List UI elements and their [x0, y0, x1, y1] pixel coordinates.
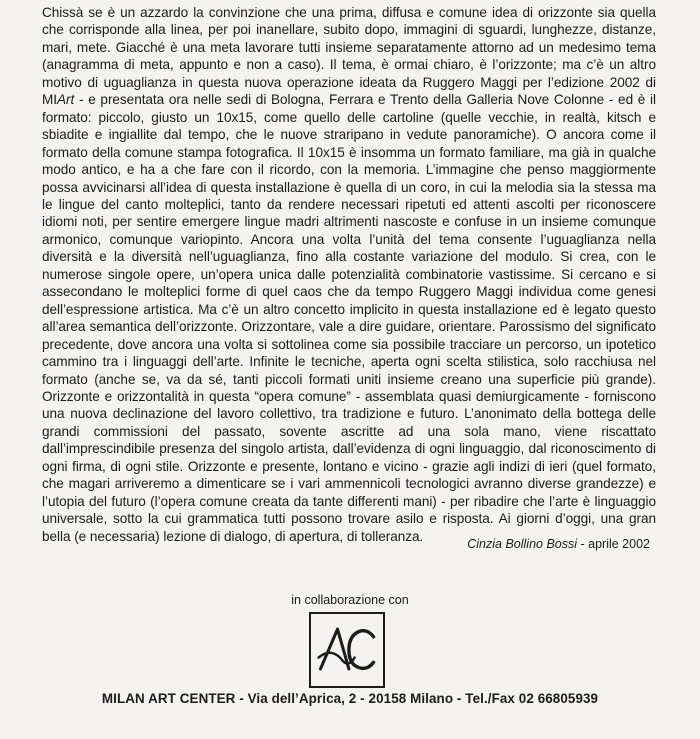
AC-logo-icon [311, 614, 383, 686]
signature-author: Cinzia Bollino Bossi [467, 537, 578, 551]
milan-art-center-logo [309, 612, 385, 688]
essay-part-2: - e presentata ora nelle sedi di Bologna, Ferrara e Trento della Galleria Nove Colonne - ed è il formato: piccolo, giusto un 10x15, come quello delle cartoline (quelle vecchie, in realtà, kitsch e sbiadite e ingiallite dal tempo, che le nuove straripano in vedute panoramiche). O ancora come il formato della comune stampa fotografica. Il 10x15 è insomma un formato familiare, ma già in qualche modo antico, e ha a che fare con il ricordo, con la memoria. L’immagine che penso maggiormente possa avvicinarsi all’idea di questa installazione è quella di un coro, in cui la melodia sia la stessa ma le lingue del canto molteplici, tanto da rendere necessari ripetuti ed attenti ascolti per riconoscere idiomi noti, per sentire emergere lingue madri altrimenti nascoste e confuse in un insieme comunque armonico, comunque variopinto. Ancora una volta l’unità del tema consente l’uguaglianza nella diversità e la diversità nell’uguaglianza, fino alla costante variazione del modulo. Si crea, con le numerose singole opere, un’opera unica dalle potenzialità combinatorie vastissime. Si cercano e si assecondano le molteplici forme di quel caos che da tempo Ruggero Maggi individua come genesi dell’espressione artistica. Ma c’è un altro concetto implicito in questa installazione ed è legato questo all’area semantica dell’orizzonte. Orizzontare, vale a dire guidare, orientare. Parossismo del significato precedente, dove ancora una volta si sottolinea come sia possibile tracciare un percorso, un ipotetico cammino tra i linguaggi dell’arte. Infinite le tecniche, aperta ogni scelta stilistica, solo racchiusa nel formato (anche se, va da sé, tanti piccoli formati uniti insieme creano una superficie più grande). Orizzonte e orizzontalità in questa “opera comune” - assemblata quasi demiurgicamente - forniscono una nuova declinazione del lavoro collettivo, tra tradizione e futuro. L’anonimato della bottega delle grandi commissioni del passato, sovente ascritte ad una sola mano, viene riscattato dall’imprescindibile presenza del singolo artista, dall’evidenza di ogni linguaggio, dal riconoscimento di ogni firma, di ogni stile. Orizzonte e presente, lontano e vicino - grazie agli indizi di ieri (quel formato, che magari arriveremo a dimenticare se i vari ammennicoli tecnologici avranno diverse grandezze) e l’utopia del futuro (l’opera comune creata da tante differenti mani) - per ribadire che l’arte è linguaggio universale, sotto la cui grammatica tutti possono trovare asilo e risposta. Ai giorni d’oggi, una gran bella (e necessaria) lezione di dialogo, di apertura, di tolleranza. [42, 92, 656, 544]
mi-roman: MI [42, 92, 58, 108]
essay-part-1: Chissà se è un azzardo la convinzione che una prima, diffusa e comune idea di orizzonte sia quella che corrisponde alla linea, per poi inanellare, subito dopo, immagini di sguardi, lunghezze, distanze, mari, mete. Giacché è una meta lavorare tutti insieme separatamente attorno ad un medesimo tema (anagramma di meta, appunto e non a caso). Il tema, è ormai chiaro, è l’orizzonte; ma c’è un altro motivo di uguaglianza in questa nuova operazione ideata da Ruggero Maggi per l’edizione 2002 di [42, 5, 656, 90]
collaboration-label: in collaborazione con [291, 593, 409, 607]
footer-address: MILAN ART CENTER - Via dell’Aprica, 2 - 20158 Milano - Tel./Fax 02 66805939 [101, 691, 599, 706]
signature [467, 537, 650, 551]
mi-italic: Art [57, 92, 75, 108]
signature-date: - aprile 2002 [577, 537, 650, 551]
essay-text [42, 4, 656, 545]
